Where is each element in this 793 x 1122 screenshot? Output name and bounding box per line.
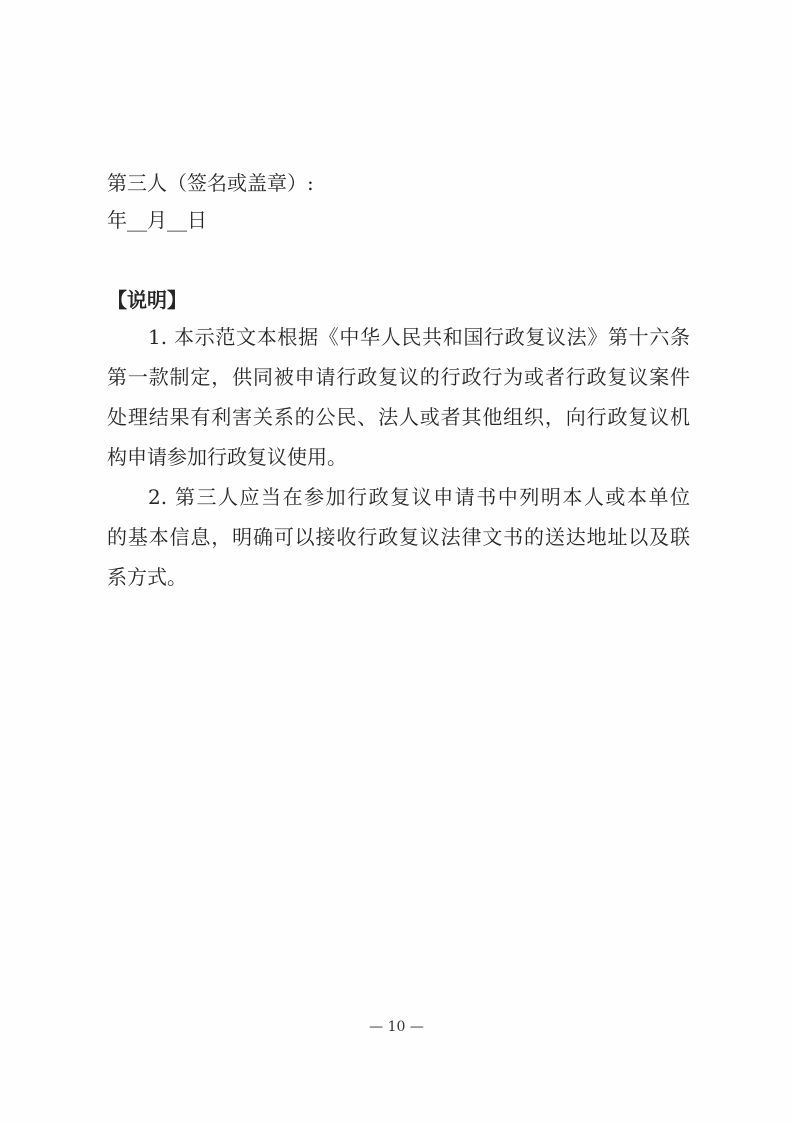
- notes-body: [107, 317, 690, 597]
- paragraph-line: 处理结果有利害关系的公民、法人或者其他组织，向行政复议机: [107, 405, 690, 429]
- paragraph-line: 第一款制定，供同被申请行政复议的行政行为或者行政复议案件: [107, 365, 690, 389]
- signature-date-line: 年__月__日: [107, 208, 207, 232]
- paragraph-line: 1. 本示范文本根据《中华人民共和国行政复议法》第十六条: [148, 325, 690, 349]
- page-number: — 10 —: [369, 1019, 424, 1035]
- notes-paragraph-2: [107, 477, 690, 597]
- notes-heading: 【说明】: [107, 288, 187, 312]
- third-party-signature-line: 第三人（签名或盖章）:: [107, 171, 314, 195]
- paragraph-line: 2. 第三人应当在参加行政复议申请书中列明本人或本单位: [148, 485, 690, 509]
- paragraph-line: 系方式。: [107, 565, 187, 589]
- paragraph-line: 构申请参加行政复议使用。: [107, 445, 347, 469]
- notes-paragraph-1: [107, 317, 690, 477]
- paragraph-line: 的基本信息，明确可以接收行政复议法律文书的送达地址以及联: [107, 525, 690, 549]
